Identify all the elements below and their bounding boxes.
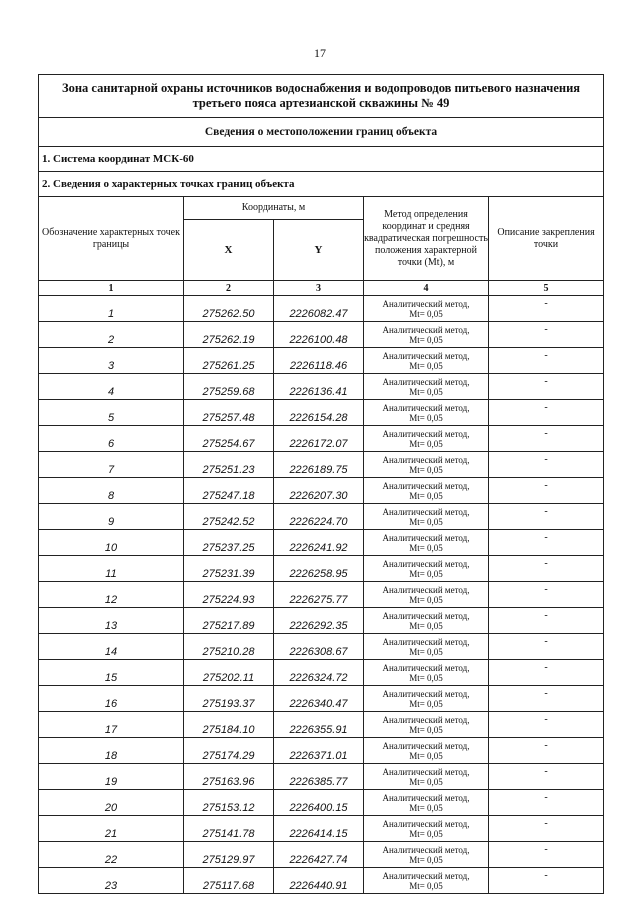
- x-coordinate-cell: 275217.89: [184, 608, 274, 634]
- method-name: Аналитический метод,: [382, 532, 470, 543]
- method-cell: [364, 842, 489, 868]
- method-name: Аналитический метод,: [382, 662, 470, 673]
- x-coordinate-cell: 275184.10: [184, 712, 274, 738]
- description-cell: -: [489, 816, 604, 842]
- point-id-cell: 5: [39, 400, 184, 426]
- header-coordinates: Координаты, м: [184, 197, 364, 220]
- method-accuracy: Mt= 0,05: [409, 672, 443, 683]
- column-number: 1: [39, 281, 184, 296]
- point-id-cell: 23: [39, 868, 184, 894]
- description-cell: -: [489, 608, 604, 634]
- y-coordinate-cell: 2226355.91: [274, 712, 364, 738]
- method-name: Аналитический метод,: [382, 558, 470, 569]
- x-coordinate-cell: 275262.50: [184, 296, 274, 322]
- description-cell: -: [489, 374, 604, 400]
- method-cell: [364, 634, 489, 660]
- method-cell: [364, 868, 489, 894]
- method-cell: [364, 660, 489, 686]
- method-name: Аналитический метод,: [382, 844, 470, 855]
- y-coordinate-cell: 2226207.30: [274, 478, 364, 504]
- y-coordinate-cell: 2226275.77: [274, 582, 364, 608]
- method-name: Аналитический метод,: [382, 480, 470, 491]
- method-name: Аналитический метод,: [382, 740, 470, 751]
- table-row: [39, 556, 604, 582]
- header-point-designation: Обозначение характерных точек границы: [39, 197, 184, 281]
- point-id-cell: 6: [39, 426, 184, 452]
- header-x: X: [184, 220, 274, 281]
- method-name: Аналитический метод,: [382, 688, 470, 699]
- y-coordinate-cell: 2226100.48: [274, 322, 364, 348]
- method-cell: [364, 608, 489, 634]
- method-accuracy: Mt= 0,05: [409, 594, 443, 605]
- description-cell: -: [489, 660, 604, 686]
- method-cell: [364, 530, 489, 556]
- x-coordinate-cell: 275117.68: [184, 868, 274, 894]
- table-row: [39, 868, 604, 894]
- x-coordinate-cell: 275153.12: [184, 790, 274, 816]
- method-accuracy: Mt= 0,05: [409, 620, 443, 631]
- description-cell: -: [489, 764, 604, 790]
- table-row: [39, 660, 604, 686]
- description-cell: -: [489, 790, 604, 816]
- y-coordinate-cell: 2226118.46: [274, 348, 364, 374]
- table-row: [39, 374, 604, 400]
- method-accuracy: Mt= 0,05: [409, 490, 443, 501]
- table-row: [39, 426, 604, 452]
- method-name: Аналитический метод,: [382, 792, 470, 803]
- method-cell: [364, 816, 489, 842]
- method-accuracy: Mt= 0,05: [409, 334, 443, 345]
- x-coordinate-cell: 275163.96: [184, 764, 274, 790]
- method-name: Аналитический метод,: [382, 636, 470, 647]
- y-coordinate-cell: 2226082.47: [274, 296, 364, 322]
- method-accuracy: Mt= 0,05: [409, 646, 443, 657]
- y-coordinate-cell: 2226258.95: [274, 556, 364, 582]
- point-id-cell: 9: [39, 504, 184, 530]
- y-coordinate-cell: 2226241.92: [274, 530, 364, 556]
- method-name: Аналитический метод,: [382, 376, 470, 387]
- point-id-cell: 19: [39, 764, 184, 790]
- point-id-cell: 18: [39, 738, 184, 764]
- method-cell: [364, 426, 489, 452]
- y-coordinate-cell: 2226385.77: [274, 764, 364, 790]
- method-cell: [364, 452, 489, 478]
- x-coordinate-cell: 275224.93: [184, 582, 274, 608]
- method-name: Аналитический метод,: [382, 714, 470, 725]
- method-cell: [364, 790, 489, 816]
- method-accuracy: Mt= 0,05: [409, 464, 443, 475]
- point-id-cell: 20: [39, 790, 184, 816]
- table-row: [39, 348, 604, 374]
- method-name: Аналитический метод,: [382, 428, 470, 439]
- method-accuracy: Mt= 0,05: [409, 802, 443, 813]
- x-coordinate-cell: 275262.19: [184, 322, 274, 348]
- description-cell: -: [489, 322, 604, 348]
- x-coordinate-cell: 275202.11: [184, 660, 274, 686]
- x-coordinate-cell: 275231.39: [184, 556, 274, 582]
- method-cell: [364, 348, 489, 374]
- method-name: Аналитический метод,: [382, 350, 470, 361]
- x-coordinate-cell: 275254.67: [184, 426, 274, 452]
- x-coordinate-cell: 275174.29: [184, 738, 274, 764]
- description-cell: -: [489, 842, 604, 868]
- method-cell: [364, 322, 489, 348]
- y-coordinate-cell: 2226292.35: [274, 608, 364, 634]
- table-row: [39, 478, 604, 504]
- x-coordinate-cell: 275251.23: [184, 452, 274, 478]
- table-row: [39, 504, 604, 530]
- table-row: [39, 582, 604, 608]
- method-cell: [364, 504, 489, 530]
- method-cell: [364, 374, 489, 400]
- point-id-cell: 2: [39, 322, 184, 348]
- y-coordinate-cell: 2226136.41: [274, 374, 364, 400]
- method-accuracy: Mt= 0,05: [409, 776, 443, 787]
- description-cell: -: [489, 478, 604, 504]
- table-row: [39, 400, 604, 426]
- point-id-cell: 12: [39, 582, 184, 608]
- method-accuracy: Mt= 0,05: [409, 724, 443, 735]
- x-coordinate-cell: 275242.52: [184, 504, 274, 530]
- document-subtitle: Сведения о местоположении границ объекта: [39, 118, 604, 147]
- method-accuracy: Mt= 0,05: [409, 516, 443, 527]
- point-id-cell: 4: [39, 374, 184, 400]
- document-title: Зона санитарной охраны источников водоснабжения и водопроводов питьевого назначения третьего пояса артезианской скважины № 49: [39, 75, 604, 118]
- table-row: [39, 816, 604, 842]
- table-row: [39, 530, 604, 556]
- method-accuracy: Mt= 0,05: [409, 438, 443, 449]
- method-cell: [364, 712, 489, 738]
- table-row: [39, 790, 604, 816]
- method-accuracy: Mt= 0,05: [409, 360, 443, 371]
- method-accuracy: Mt= 0,05: [409, 308, 443, 319]
- point-id-cell: 17: [39, 712, 184, 738]
- point-id-cell: 11: [39, 556, 184, 582]
- description-cell: -: [489, 738, 604, 764]
- method-name: Аналитический метод,: [382, 506, 470, 517]
- description-cell: -: [489, 504, 604, 530]
- column-number: 3: [274, 281, 364, 296]
- column-number: 2: [184, 281, 274, 296]
- method-cell: [364, 478, 489, 504]
- header-y: Y: [274, 220, 364, 281]
- method-accuracy: Mt= 0,05: [409, 542, 443, 553]
- description-cell: -: [489, 582, 604, 608]
- header-method: Метод определения координат и средняя квадратическая погрешность положения характерной точки (Mt), м: [364, 197, 489, 281]
- boundary-points-table: [38, 74, 604, 894]
- x-coordinate-cell: 275210.28: [184, 634, 274, 660]
- point-id-cell: 21: [39, 816, 184, 842]
- description-cell: -: [489, 686, 604, 712]
- x-coordinate-cell: 275193.37: [184, 686, 274, 712]
- table-row: [39, 452, 604, 478]
- column-number: 4: [364, 281, 489, 296]
- method-cell: [364, 400, 489, 426]
- method-cell: [364, 296, 489, 322]
- method-name: Аналитический метод,: [382, 818, 470, 829]
- y-coordinate-cell: 2226308.67: [274, 634, 364, 660]
- table-row: [39, 738, 604, 764]
- column-number: 5: [489, 281, 604, 296]
- point-id-cell: 1: [39, 296, 184, 322]
- method-name: Аналитический метод,: [382, 610, 470, 621]
- table-row: [39, 686, 604, 712]
- method-cell: [364, 764, 489, 790]
- x-coordinate-cell: 275261.25: [184, 348, 274, 374]
- method-name: Аналитический метод,: [382, 298, 470, 309]
- table-row: [39, 764, 604, 790]
- page-number: 17: [314, 46, 326, 60]
- method-name: Аналитический метод,: [382, 402, 470, 413]
- y-coordinate-cell: 2226440.91: [274, 868, 364, 894]
- method-accuracy: Mt= 0,05: [409, 698, 443, 709]
- method-name: Аналитический метод,: [382, 324, 470, 335]
- y-coordinate-cell: 2226154.28: [274, 400, 364, 426]
- point-id-cell: 16: [39, 686, 184, 712]
- x-coordinate-cell: 275129.97: [184, 842, 274, 868]
- table-row: [39, 842, 604, 868]
- point-id-cell: 3: [39, 348, 184, 374]
- y-coordinate-cell: 2226224.70: [274, 504, 364, 530]
- method-name: Аналитический метод,: [382, 584, 470, 595]
- y-coordinate-cell: 2226340.47: [274, 686, 364, 712]
- x-coordinate-cell: 275247.18: [184, 478, 274, 504]
- method-cell: [364, 686, 489, 712]
- y-coordinate-cell: 2226414.15: [274, 816, 364, 842]
- table-row: [39, 322, 604, 348]
- x-coordinate-cell: 275237.25: [184, 530, 274, 556]
- method-name: Аналитический метод,: [382, 454, 470, 465]
- description-cell: -: [489, 296, 604, 322]
- method-accuracy: Mt= 0,05: [409, 854, 443, 865]
- point-id-cell: 10: [39, 530, 184, 556]
- table-row: [39, 712, 604, 738]
- method-name: Аналитический метод,: [382, 766, 470, 777]
- table-row: [39, 608, 604, 634]
- point-id-cell: 14: [39, 634, 184, 660]
- table-row: [39, 634, 604, 660]
- method-name: Аналитический метод,: [382, 870, 470, 881]
- y-coordinate-cell: 2226172.07: [274, 426, 364, 452]
- y-coordinate-cell: 2226427.74: [274, 842, 364, 868]
- method-cell: [364, 738, 489, 764]
- description-cell: -: [489, 868, 604, 894]
- description-cell: -: [489, 712, 604, 738]
- method-cell: [364, 556, 489, 582]
- y-coordinate-cell: 2226400.15: [274, 790, 364, 816]
- y-coordinate-cell: 2226371.01: [274, 738, 364, 764]
- point-id-cell: 22: [39, 842, 184, 868]
- method-accuracy: Mt= 0,05: [409, 568, 443, 579]
- method-cell: [364, 582, 489, 608]
- description-cell: -: [489, 452, 604, 478]
- description-cell: -: [489, 556, 604, 582]
- y-coordinate-cell: 2226189.75: [274, 452, 364, 478]
- y-coordinate-cell: 2226324.72: [274, 660, 364, 686]
- method-accuracy: Mt= 0,05: [409, 412, 443, 423]
- section-characteristic-points: 2. Сведения о характерных точках границ объекта: [39, 172, 604, 197]
- method-accuracy: Mt= 0,05: [409, 750, 443, 761]
- point-id-cell: 13: [39, 608, 184, 634]
- method-accuracy: Mt= 0,05: [409, 828, 443, 839]
- point-id-cell: 7: [39, 452, 184, 478]
- x-coordinate-cell: 275259.68: [184, 374, 274, 400]
- description-cell: -: [489, 426, 604, 452]
- description-cell: -: [489, 634, 604, 660]
- description-cell: -: [489, 400, 604, 426]
- x-coordinate-cell: 275141.78: [184, 816, 274, 842]
- method-accuracy: Mt= 0,05: [409, 386, 443, 397]
- description-cell: -: [489, 530, 604, 556]
- description-cell: -: [489, 348, 604, 374]
- header-description: Описание закрепления точки: [489, 197, 604, 281]
- point-id-cell: 15: [39, 660, 184, 686]
- section-coordinate-system: 1. Система координат МСК-60: [39, 147, 604, 172]
- table-row: [39, 296, 604, 322]
- point-id-cell: 8: [39, 478, 184, 504]
- x-coordinate-cell: 275257.48: [184, 400, 274, 426]
- method-accuracy: Mt= 0,05: [409, 880, 443, 891]
